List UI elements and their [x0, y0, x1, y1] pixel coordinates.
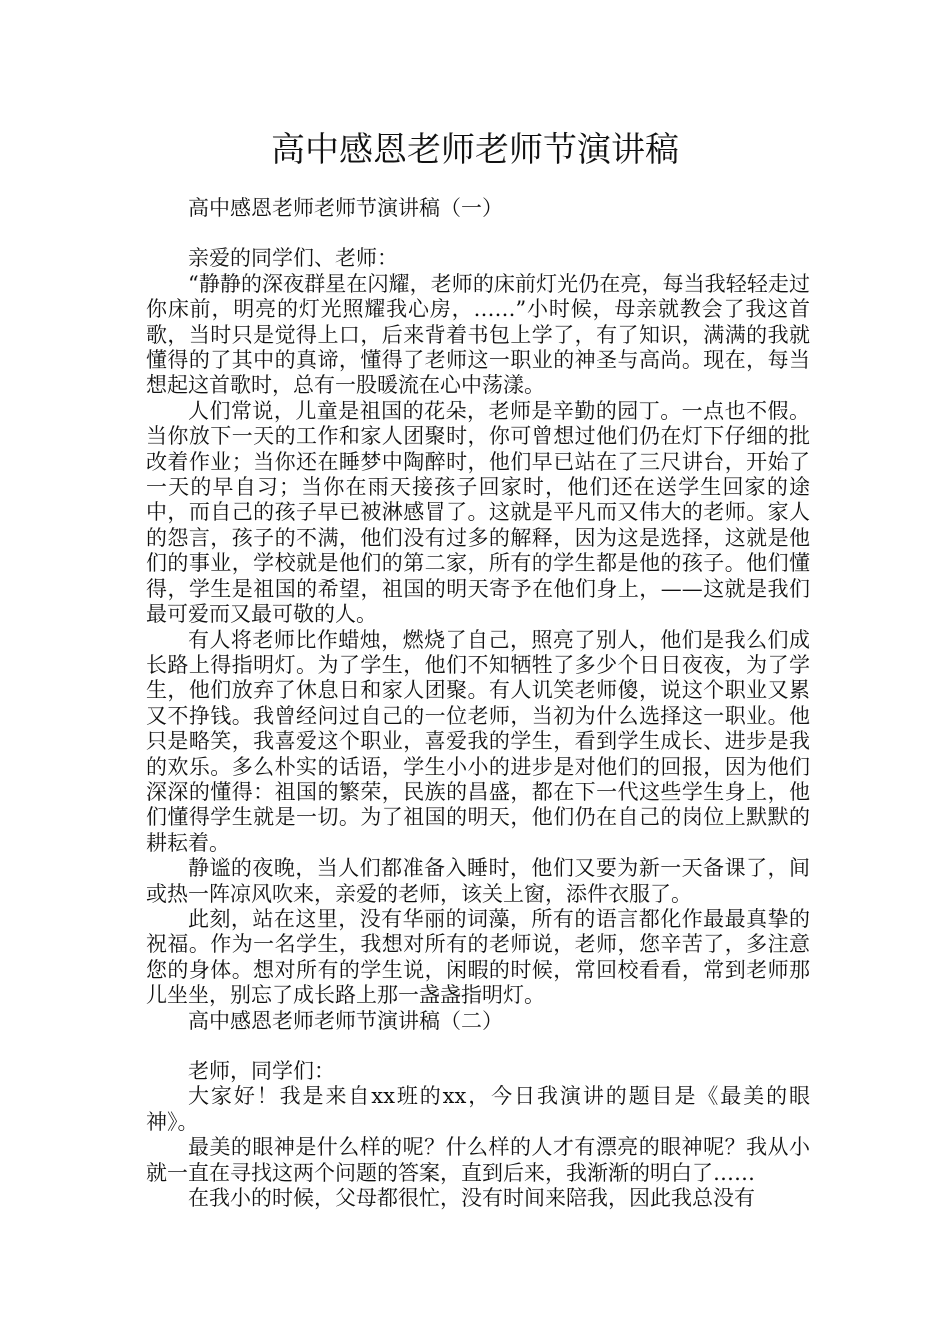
section-heading-1: 高中感恩老师老师节演讲稿（一）	[188, 196, 503, 220]
blank-line	[146, 1034, 810, 1059]
section-heading-2: 高中感恩老师老师节演讲稿（二）	[188, 1008, 503, 1033]
paragraph: 此刻，站在这里，没有华丽的词藻，所有的语言都化作最最真挚的祝福。作为一名学生，我想对所有的老师说，老师，您辛苦了，多注意您的身体。想对所有的学生说，闲暇的时候，常回校看看，常到老师那儿坐坐，别忘了成长路上那一盏盏指明灯。	[146, 906, 810, 1008]
salutation-1: 亲爱的同学们、老师：	[188, 246, 398, 271]
document-body	[146, 196, 810, 1211]
document-title: 高中感恩老师老师节演讲稿	[271, 130, 679, 170]
paragraph: 在我小的时候，父母都很忙，没有时间来陪我，因此我总没有	[188, 1186, 755, 1211]
paragraph: 静谧的夜晚，当人们都准备入睡时，他们又要为新一天备课了，间或热一阵凉风吹来，亲爱的老师，该关上窗，添件衣服了。	[146, 856, 810, 906]
paragraph: 最美的眼神是什么样的呢？什么样的人才有漂亮的眼神呢？我从小就一直在寻找这两个问题的答案，直到后来，我渐渐的明白了……	[146, 1135, 810, 1185]
paragraph: 大家好！我是来自xx班的xx，今日我演讲的题目是《最美的眼神》。	[146, 1084, 810, 1134]
blank-line	[146, 221, 810, 246]
paragraph: 有人将老师比作蜡烛，燃烧了自己，照亮了别人，他们是我么们成长路上得指明灯。为了学生，他们不知牺牲了多少个日日夜夜，为了学生，他们放弃了休息日和家人团聚。有人讥笑老师傻，说这个职业又累又不挣钱。我曾经问过自己的一位老师，当初为什么选择这一职业。他只是略笑，我喜爱这个职业，喜爱我的学生，看到学生成长、进步是我的欢乐。多么朴实的话语，学生小小的进步是对他们的回报，因为他们深深的懂得：祖国的繁荣，民族的昌盛，都在下一代这些学生身上，他们懂得学生就是一切。为了祖国的明天，他们仍在自己的岗位上默默的耕耘着。	[146, 627, 810, 855]
salutation-2: 老师，同学们：	[188, 1059, 335, 1083]
paragraph: 人们常说，儿童是祖国的花朵，老师是辛勤的园丁。一点也不假。当你放下一天的工作和家人团聚时，你可曾想过他们仍在灯下仔细的批改着作业；当你还在睡梦中陶醉时，他们早已站在了三尺讲台，开始了一天的早自习；当你在雨天接孩子回家时，他们还在送学生回家的途中，而自己的孩子早已被淋感冒了。这就是平凡而又伟大的老师。家人的怨言，孩子的不满，他们没有过多的解释，因为这是选择，这就是他们的事业，学校就是他们的第二家，所有的学生都是他的孩子。他们懂得，学生是祖国的希望，祖国的明天寄予在他们身上，——这就是我们最可爱而又最可敬的人。	[146, 398, 810, 627]
paragraph: “静静的深夜群星在闪耀，老师的床前灯光仍在亮，每当我轻轻走过你床前，明亮的灯光照耀我心房，……”小时候，母亲就教会了我这首歌，当时只是觉得上口，后来背着书包上学了，有了知识，满满的我就懂得的了其中的真谛，懂得了老师这一职业的神圣与高尚。现在，每当想起这首歌时，总有一股暖流在心中荡漾。	[146, 271, 810, 398]
